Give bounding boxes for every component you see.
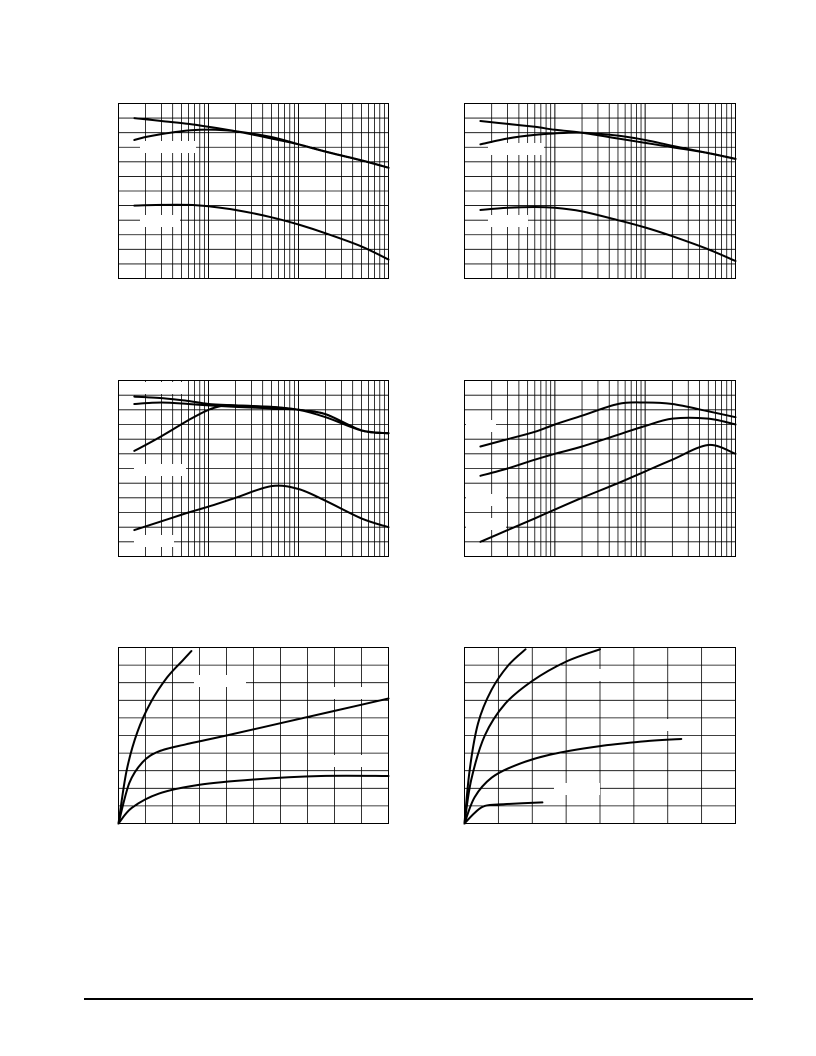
chart-panel-1 — [118, 103, 389, 279]
label-area — [140, 141, 196, 153]
label-area — [554, 783, 600, 795]
label-area — [318, 755, 380, 767]
chart-panel-2 — [464, 103, 736, 279]
label-area — [466, 420, 496, 432]
label-area — [660, 719, 700, 731]
label-area — [466, 494, 506, 506]
label-area — [134, 382, 186, 394]
label-area — [140, 215, 180, 227]
chart-panel-3 — [118, 380, 389, 557]
label-area — [578, 669, 630, 681]
label-area — [466, 518, 506, 530]
chart-panel-4 — [464, 380, 736, 557]
chart-panel-5 — [118, 647, 389, 824]
label-area — [134, 464, 186, 476]
label-area — [318, 687, 380, 699]
label-area — [488, 143, 544, 155]
chart-panel-6 — [464, 647, 736, 824]
label-area — [134, 535, 174, 547]
label-area — [488, 215, 528, 227]
footer-rule — [84, 998, 753, 1000]
label-area — [194, 675, 246, 687]
